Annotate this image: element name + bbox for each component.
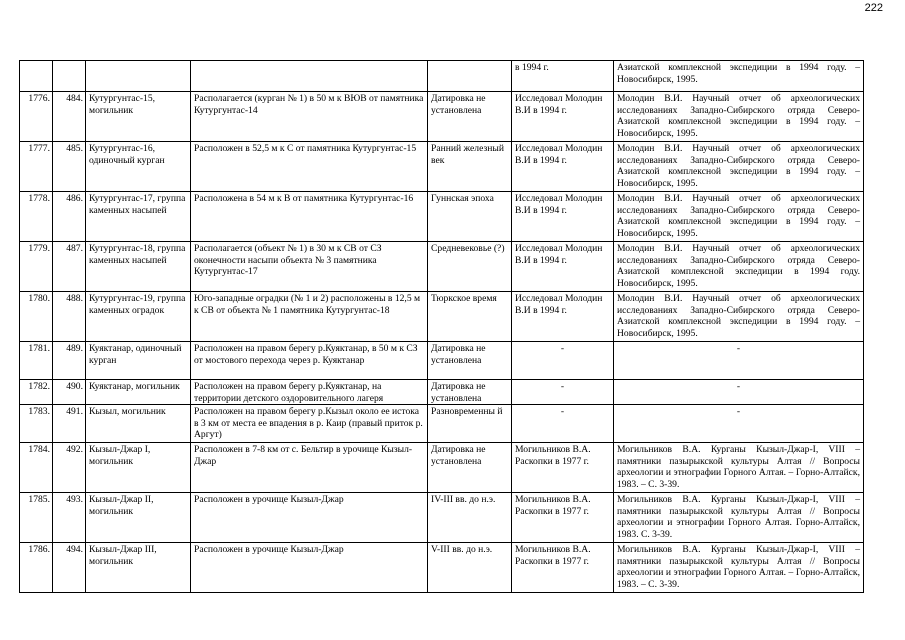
monument-dating: V-III вв. до н.э.: [428, 543, 512, 593]
row-number: [20, 61, 53, 92]
section-number: 494.: [53, 543, 86, 593]
source-reference: -: [614, 405, 864, 443]
monument-name: Куяктанар, могильник: [86, 380, 191, 405]
researcher: Исследовал Молодин В.И в 1994 г.: [512, 92, 614, 142]
source-reference: -: [614, 380, 864, 405]
monument-dating: Ранний железный век: [428, 142, 512, 192]
table-row: [20, 342, 864, 380]
section-number: 489.: [53, 342, 86, 380]
section-number: 492.: [53, 443, 86, 493]
monument-name: Кутургунтас-17, группа каменных насыпей: [86, 192, 191, 242]
monument-location: [191, 61, 428, 92]
monument-name: Кутургунтас-16, одиночный курган: [86, 142, 191, 192]
source-reference: Молодин В.И. Научный отчет об археологических исследованиях Западно-Сибирского отряда Северо-Азиатской комплексной экспедиции в 1994 году. Новосибирск, 1995.: [614, 242, 864, 292]
page-number: 222: [864, 2, 883, 14]
row-number: 1783.: [20, 405, 53, 443]
table-row: [20, 443, 864, 493]
row-number: 1784.: [20, 443, 53, 493]
source-reference: Молодин В.И. Научный отчет об археологических исследованиях Западно-Сибирского отряда Северо-Азиатской комплексной экспедиции в 1994 году. – Новосибирск, 1995.: [614, 92, 864, 142]
monument-dating: Датировка не установлена: [428, 443, 512, 493]
table-row: [20, 192, 864, 242]
table-row: [20, 405, 864, 443]
section-number: 487.: [53, 242, 86, 292]
researcher: Могильников В.А. Раскопки в 1977 г.: [512, 493, 614, 543]
monument-name: [86, 61, 191, 92]
monument-location: Расположен в 7-8 км от с. Бельтир в урочище Кызыл-Джар: [191, 443, 428, 493]
source-reference: Азиатской комплексной экспедиции в 1994 году. – Новосибирск, 1995.: [614, 61, 864, 92]
source-reference: Могильников В.А. Курганы Кызыл-Джар-I, VIII – памятники пазырыкской культуры Алтая // Вопросы археологии и этнографии Горного Алтая. – Горно-Алтайск, 1983. – С. 3-39.: [614, 443, 864, 493]
monument-dating: Датировка не установлена: [428, 380, 512, 405]
monument-name: Кызыл, могильник: [86, 405, 191, 443]
row-number: 1786.: [20, 543, 53, 593]
monument-location: Расположен на правом берегу р.Куяктанар, на территории детского оздоровительного лагеря: [191, 380, 428, 405]
monument-name: Куяктанар, одиночный курган: [86, 342, 191, 380]
researcher: Исследовал Молодин В.И в 1994 г.: [512, 142, 614, 192]
monument-dating: Датировка не установлена: [428, 342, 512, 380]
row-number: 1781.: [20, 342, 53, 380]
monument-location: Расположен в урочище Кызыл-Джар: [191, 493, 428, 543]
source-reference: Могильников В.А. Курганы Кызыл-Джар-I, VIII – памятники пазырыкской культуры Алтая // Вопросы археологии и этнографии Горного Алтая. Горно-Алтайск, 1983. С. 3-39.: [614, 493, 864, 543]
researcher: -: [512, 405, 614, 443]
monument-name: Кутургунтас-15, могильник: [86, 92, 191, 142]
section-number: 488.: [53, 292, 86, 342]
monument-dating: [428, 61, 512, 92]
monument-location: Располагается (объект № 1) в 30 м к СВ от СЗ оконечности насыпи объекта № 3 памятника Кутургунтас-17: [191, 242, 428, 292]
monument-name: Кутургунтас-19, группа каменных оградок: [86, 292, 191, 342]
researcher: Могильников В.А. Раскопки в 1977 г.: [512, 543, 614, 593]
table-row: [20, 543, 864, 593]
researcher: Исследовал Молодин В.И в 1994 г.: [512, 292, 614, 342]
monument-dating: Гуннская эпоха: [428, 192, 512, 242]
researcher: -: [512, 342, 614, 380]
table-row: [20, 292, 864, 342]
monument-dating: Разновременны й: [428, 405, 512, 443]
section-number: 490.: [53, 380, 86, 405]
monument-location: Располагается (курган № 1) в 50 м к ВЮВ от памятника Кутургунтас-14: [191, 92, 428, 142]
section-number: 485.: [53, 142, 86, 192]
monument-dating: Тюркское время: [428, 292, 512, 342]
source-reference: Молодин В.И. Научный отчет об археологических исследованиях Западно-Сибирского отряда Северо-Азиатской комплексной экспедиции в 1994 году. – Новосибирск, 1995.: [614, 292, 864, 342]
monument-location: Расположен на правом берегу р.Куяктанар, в 50 м к СЗ от мостового перехода через р. Куяктанар: [191, 342, 428, 380]
table-row: [20, 142, 864, 192]
table-row: [20, 242, 864, 292]
row-number: 1782.: [20, 380, 53, 405]
row-number: 1778.: [20, 192, 53, 242]
monument-name: Кызыл-Джар II, могильник: [86, 493, 191, 543]
monument-location: Расположен в урочище Кызыл-Джар: [191, 543, 428, 593]
row-number: 1785.: [20, 493, 53, 543]
table-row: [20, 493, 864, 543]
researcher: в 1994 г.: [512, 61, 614, 92]
table-row: [20, 92, 864, 142]
source-reference: -: [614, 342, 864, 380]
source-reference: Молодин В.И. Научный отчет об археологических исследованиях Западно-Сибирского отряда Северо-Азиатской комплексной экспедиции в 1994 году. – Новосибирск, 1995.: [614, 192, 864, 242]
monument-location: Расположен в 52,5 м к С от памятника Кутургунтас-15: [191, 142, 428, 192]
monument-name: Кызыл-Джар III, могильник: [86, 543, 191, 593]
monument-dating: Средневековье (?): [428, 242, 512, 292]
table-row: [20, 61, 864, 92]
section-number: 493.: [53, 493, 86, 543]
section-number: 486.: [53, 192, 86, 242]
monument-name: Кызыл-Джар I, могильник: [86, 443, 191, 493]
row-number: 1779.: [20, 242, 53, 292]
source-reference: Могильников В.А. Курганы Кызыл-Джар-I, VIII – памятники пазырыкской культуры Алтая // Вопросы археологии и этнографии Горного Алтая. – Горно-Алтайск, 1983. – С. 3-39.: [614, 543, 864, 593]
monument-location: Юго-западные оградки (№ 1 и 2) расположены в 12,5 м к СВ от объекта № 1 памятника Кутургунтас-18: [191, 292, 428, 342]
researcher: Исследовал Молодин В.И в 1994 г.: [512, 192, 614, 242]
researcher: -: [512, 380, 614, 405]
monument-location: Расположена в 54 м к В от памятника Кутургунтас-16: [191, 192, 428, 242]
monument-location: Расположен на правом берегу р.Кызыл около ее истока в 3 км от места ее впадения в р. Каир (правый приток р. Аргут): [191, 405, 428, 443]
row-number: 1780.: [20, 292, 53, 342]
table-row: [20, 380, 864, 405]
section-number: [53, 61, 86, 92]
row-number: 1776.: [20, 92, 53, 142]
monument-dating: Датировка не установлена: [428, 92, 512, 142]
monument-dating: IV-III вв. до н.э.: [428, 493, 512, 543]
monument-name: Кутургунтас-18, группа каменных насыпей: [86, 242, 191, 292]
monuments-table: [19, 60, 864, 593]
section-number: 491.: [53, 405, 86, 443]
researcher: Могильников В.А. Раскопки в 1977 г.: [512, 443, 614, 493]
researcher: Исследовал Молодин В.И в 1994 г.: [512, 242, 614, 292]
row-number: 1777.: [20, 142, 53, 192]
source-reference: Молодин В.И. Научный отчет об археологических исследованиях Западно-Сибирского отряда Северо-Азиатской комплексной экспедиции в 1994 году. – Новосибирск, 1995.: [614, 142, 864, 192]
section-number: 484.: [53, 92, 86, 142]
